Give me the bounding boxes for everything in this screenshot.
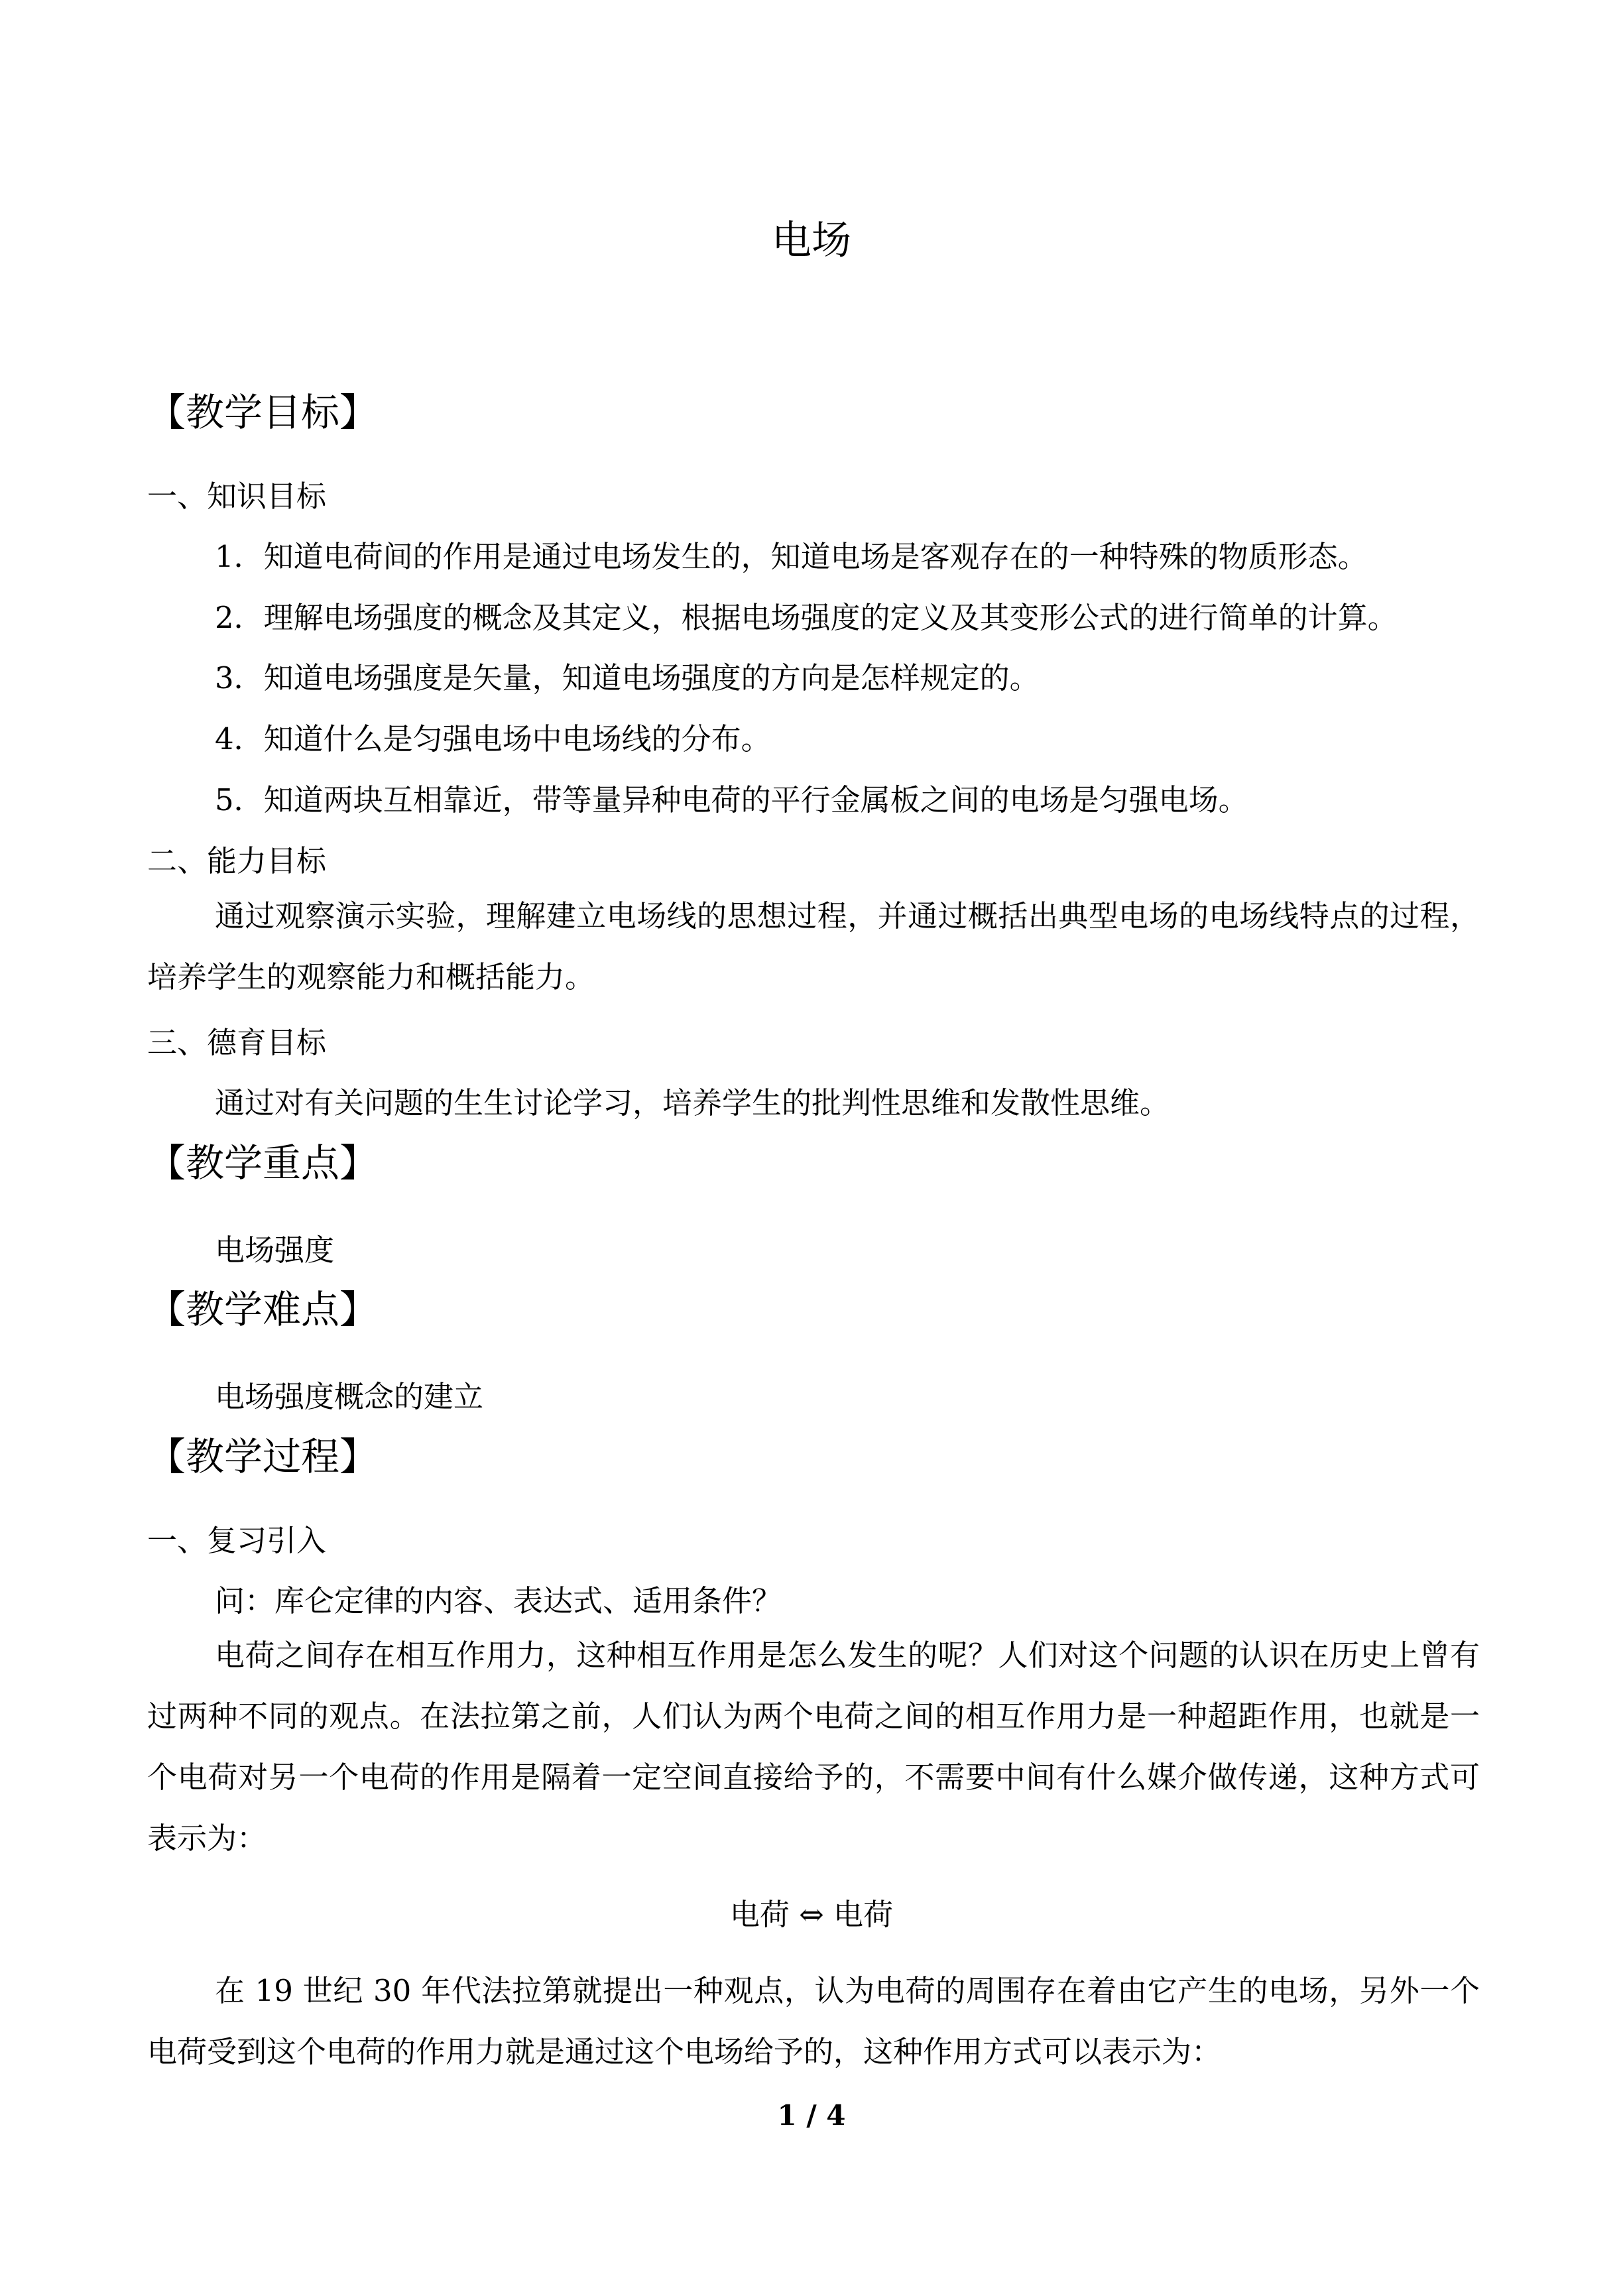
knowledge-item-4: 4．知道什么是匀强电场中电场线的分布。	[215, 721, 771, 756]
review-paragraph-1: 电荷之间存在相互作用力，这种相互作用是怎么发生的呢？人们对这个问题的认识在历史上曾有过两种不同的观点。在法拉第之前，人们认为两个电荷之间的相互作用力是一种超距作用，也就是一个电荷对另一个电荷的作用是隔着一定空间直接给予的，不需要中间有什么媒介做传递，这种方式可表示为：	[147, 1638, 1480, 1856]
review-question: 问：库仑定律的内容、表达式、适用条件？	[215, 1583, 782, 1618]
key-point-heading: 【教学重点】	[147, 1140, 379, 1185]
page-number: 1 / 4	[777, 2099, 846, 2132]
ability-objectives-heading: 二、能力目标	[147, 843, 327, 878]
knowledge-item-3: 3．知道电场强度是矢量，知道电场强度的方向是怎样规定的。	[215, 660, 1040, 695]
difficulty-text: 电场强度概念的建立	[215, 1379, 484, 1414]
document-title: 电场	[772, 217, 851, 264]
knowledge-item-1: 1．知道电荷间的作用是通过电场发生的，知道电场是客观存在的一种特殊的物质形态。	[215, 539, 1368, 574]
review-intro-heading: 一、复习引入	[147, 1523, 327, 1558]
knowledge-item-2: 2．理解电场强度的概念及其定义，根据电场强度的定义及其变形公式的进行简单的计算。	[215, 600, 1398, 635]
charge-interaction-formula: 电荷 ⇔ 电荷	[729, 1897, 894, 1932]
objectives-heading: 【教学目标】	[147, 390, 379, 435]
knowledge-item-5: 5．知道两块互相靠近，带等量异种电荷的平行金属板之间的电场是匀强电场。	[215, 782, 1248, 817]
knowledge-objectives-heading: 一、知识目标	[147, 479, 327, 514]
key-point-text: 电场强度	[215, 1233, 335, 1268]
difficulty-heading: 【教学难点】	[147, 1287, 379, 1332]
review-paragraph-2: 在 19 世纪 30 年代法拉第就提出一种观点，认为电荷的周围存在着由它产生的电场，另外一个电荷受到这个电荷的作用力就是通过这个电场给予的，这种作用方式可以表示为：	[147, 1973, 1480, 2069]
ability-objectives-text: 通过观察演示实验，理解建立电场线的思想过程，并通过概括出典型电场的电场线特点的过程，培养学生的观察能力和概括能力。	[147, 898, 1480, 995]
moral-objectives-heading: 三、德育目标	[147, 1025, 327, 1060]
moral-objectives-text: 通过对有关问题的生生讨论学习，培养学生的批判性思维和发散性思维。	[215, 1085, 1170, 1120]
process-heading: 【教学过程】	[147, 1434, 379, 1479]
